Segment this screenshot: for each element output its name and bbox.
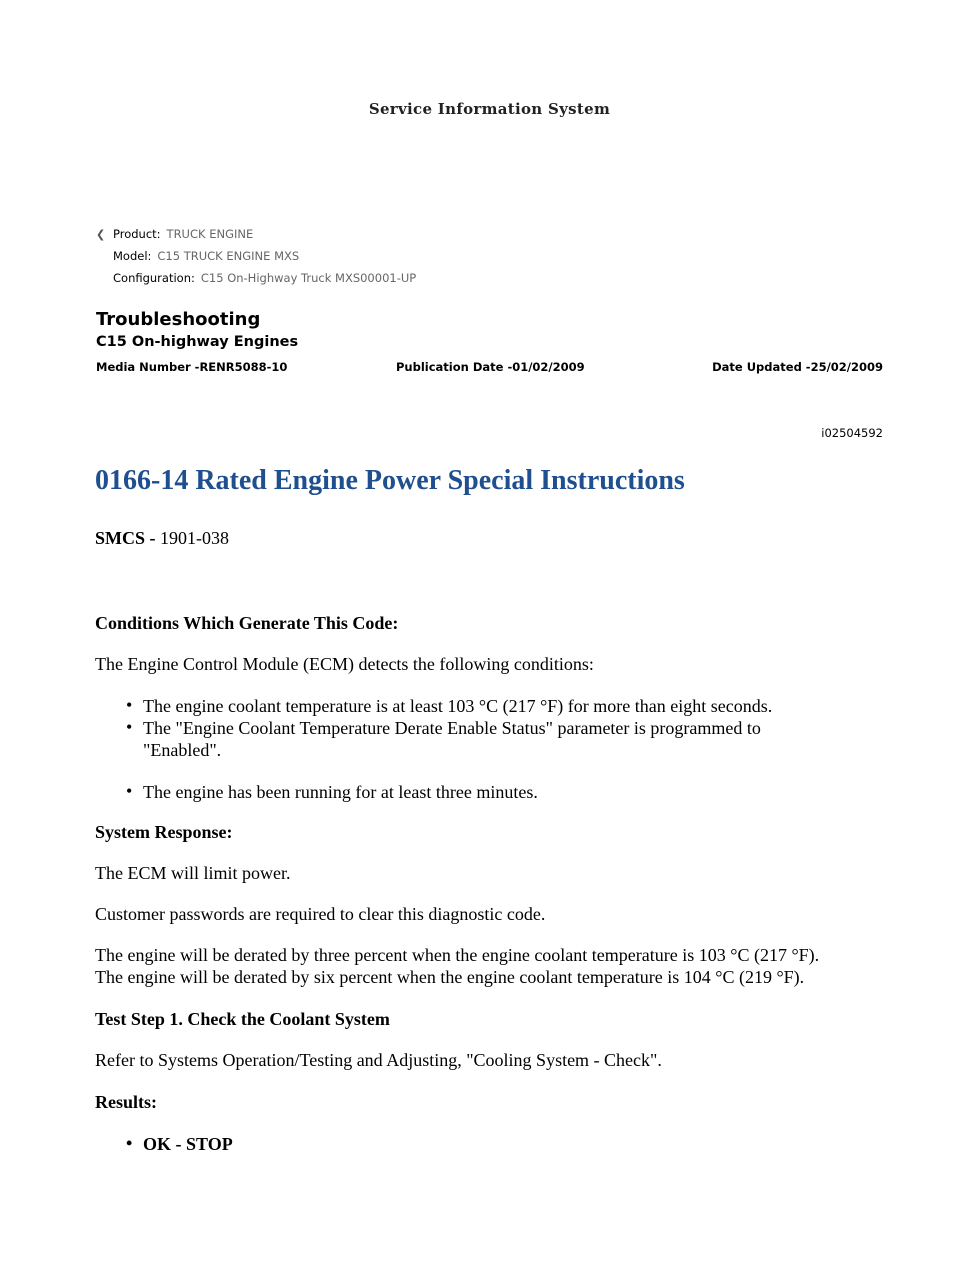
conditions-intro: The Engine Control Module (ECM) detects the following conditions:	[95, 654, 594, 674]
configuration-value: C15 On-Highway Truck MXS00001-UP	[200, 270, 417, 285]
model-row	[96, 245, 416, 267]
bullet-icon: •	[126, 695, 133, 715]
condition-text: The engine has been running for at least three minutes.	[143, 782, 538, 802]
product-info-panel	[96, 223, 416, 289]
smcs-line	[95, 528, 229, 549]
service-information-system-header: Service Information System	[368, 100, 611, 118]
bullet-icon: •	[126, 1133, 133, 1153]
date-updated: Date Updated -25/02/2009	[712, 360, 883, 374]
response-paragraph: Customer passwords are required to clear this diagnostic code.	[95, 904, 546, 924]
configuration-row	[96, 267, 416, 289]
conditions-heading: Conditions Which Generate This Code:	[95, 613, 399, 633]
response-paragraph: The ECM will limit power.	[95, 863, 291, 883]
condition-text-continued: "Enabled".	[143, 740, 222, 760]
document-subtitle: C15 On-highway Engines	[96, 334, 299, 350]
model-label: Model:	[113, 248, 152, 263]
document-title: Troubleshooting	[96, 309, 261, 330]
result-text: OK - STOP	[143, 1134, 233, 1154]
smcs-value: 1901-038	[160, 528, 230, 548]
response-paragraph: The engine will be derated by three percent when the engine coolant temperature is 103 °C (217 °F).	[95, 945, 820, 965]
results-heading: Results:	[95, 1092, 157, 1112]
response-paragraph: The engine will be derated by six percent when the engine coolant temperature is 104 °C (219 °F).	[95, 967, 805, 987]
system-response-heading: System Response:	[95, 822, 233, 842]
product-value: TRUCK ENGINE	[166, 226, 254, 241]
article-title: 0166-14 Rated Engine Power Special Instructions	[95, 465, 685, 496]
collapse-arrow-icon[interactable]: ❮	[96, 227, 106, 241]
test-step-heading: Test Step 1. Check the Coolant System	[95, 1009, 390, 1029]
product-row	[96, 223, 416, 245]
media-number: Media Number -RENR5088-10	[96, 360, 288, 374]
product-label: Product:	[113, 226, 161, 241]
document-id: i02504592	[821, 426, 883, 440]
configuration-label: Configuration:	[113, 270, 195, 285]
test-step-text: Refer to Systems Operation/Testing and Adjusting, "Cooling System - Check".	[95, 1050, 662, 1070]
smcs-label: SMCS -	[95, 528, 156, 548]
condition-text: The "Engine Coolant Temperature Derate Enable Status" parameter is programmed to	[143, 718, 761, 738]
condition-text: The engine coolant temperature is at least 103 °C (217 °F) for more than eight seconds.	[143, 696, 773, 716]
publication-date: Publication Date -01/02/2009	[396, 360, 585, 374]
model-value: C15 TRUCK ENGINE MXS	[157, 248, 300, 263]
bullet-icon: •	[126, 781, 133, 801]
bullet-icon: •	[126, 717, 133, 737]
